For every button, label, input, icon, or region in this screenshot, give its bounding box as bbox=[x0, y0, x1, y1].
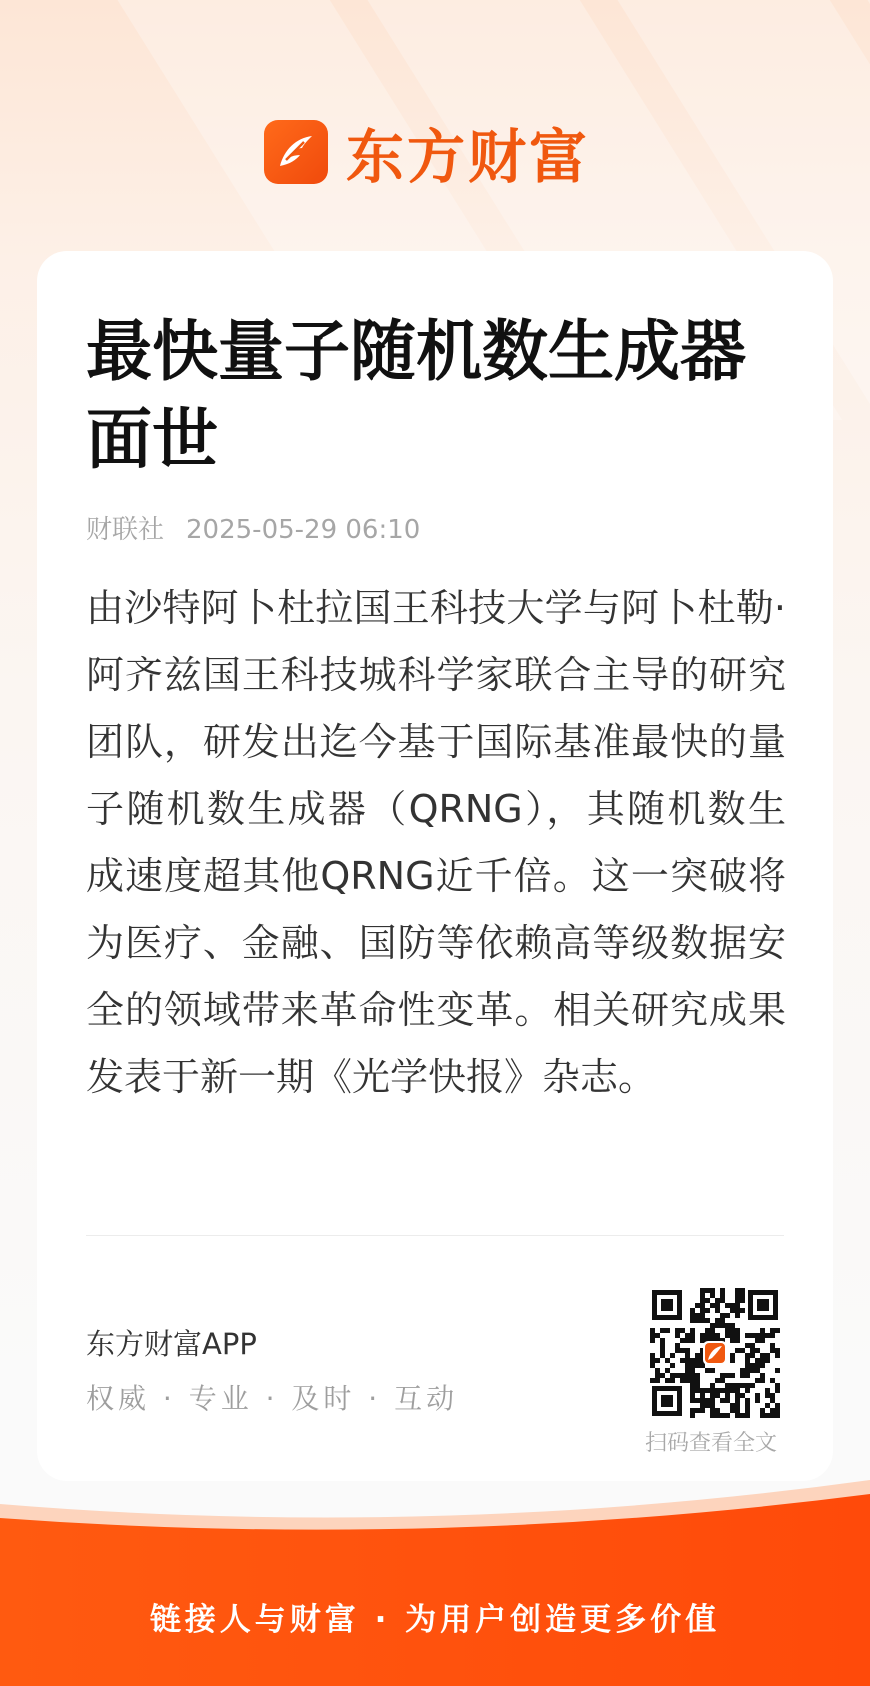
article-meta bbox=[86, 513, 420, 547]
footer-tagline: 链接人与财富 · 为用户创造更多价值 bbox=[149, 1602, 721, 1638]
eastmoney-logo-icon bbox=[264, 120, 328, 184]
article-source: 财联社 bbox=[86, 515, 165, 545]
article-body: 由沙特阿卜杜拉国王科技大学与阿卜杜勒·阿齐兹国王科技城科学家联合主导的研究团队，研发出迄今基于国际基准最快的量子随机数生成器（QRNG），其随机数生成速度超其他QRNG近千倍。这一突破将为医疗、金融、国防等依赖高等级数据安全的领域带来革命性变革。相关研究成果发表于新一期《光学快报》杂志。 bbox=[86, 586, 786, 1099]
app-slogan: 权威 · 专业 · 及时 · 互动 bbox=[86, 1382, 459, 1415]
footer-banner bbox=[0, 1480, 870, 1686]
app-name: 东方财富APP bbox=[86, 1327, 257, 1361]
brand-logo bbox=[264, 118, 591, 191]
article-title: 最快量子随机数生成器面世 bbox=[86, 312, 746, 478]
article-datetime: 2025-05-29 06:10 bbox=[186, 515, 421, 545]
qr-code-icon[interactable] bbox=[650, 1288, 780, 1418]
brand-name: 东方财富 bbox=[346, 123, 591, 191]
footer-wave-background bbox=[0, 1480, 870, 1686]
qr-caption: 扫码查看全文 bbox=[645, 1431, 778, 1456]
divider bbox=[86, 1235, 784, 1236]
article-card bbox=[37, 251, 833, 1481]
